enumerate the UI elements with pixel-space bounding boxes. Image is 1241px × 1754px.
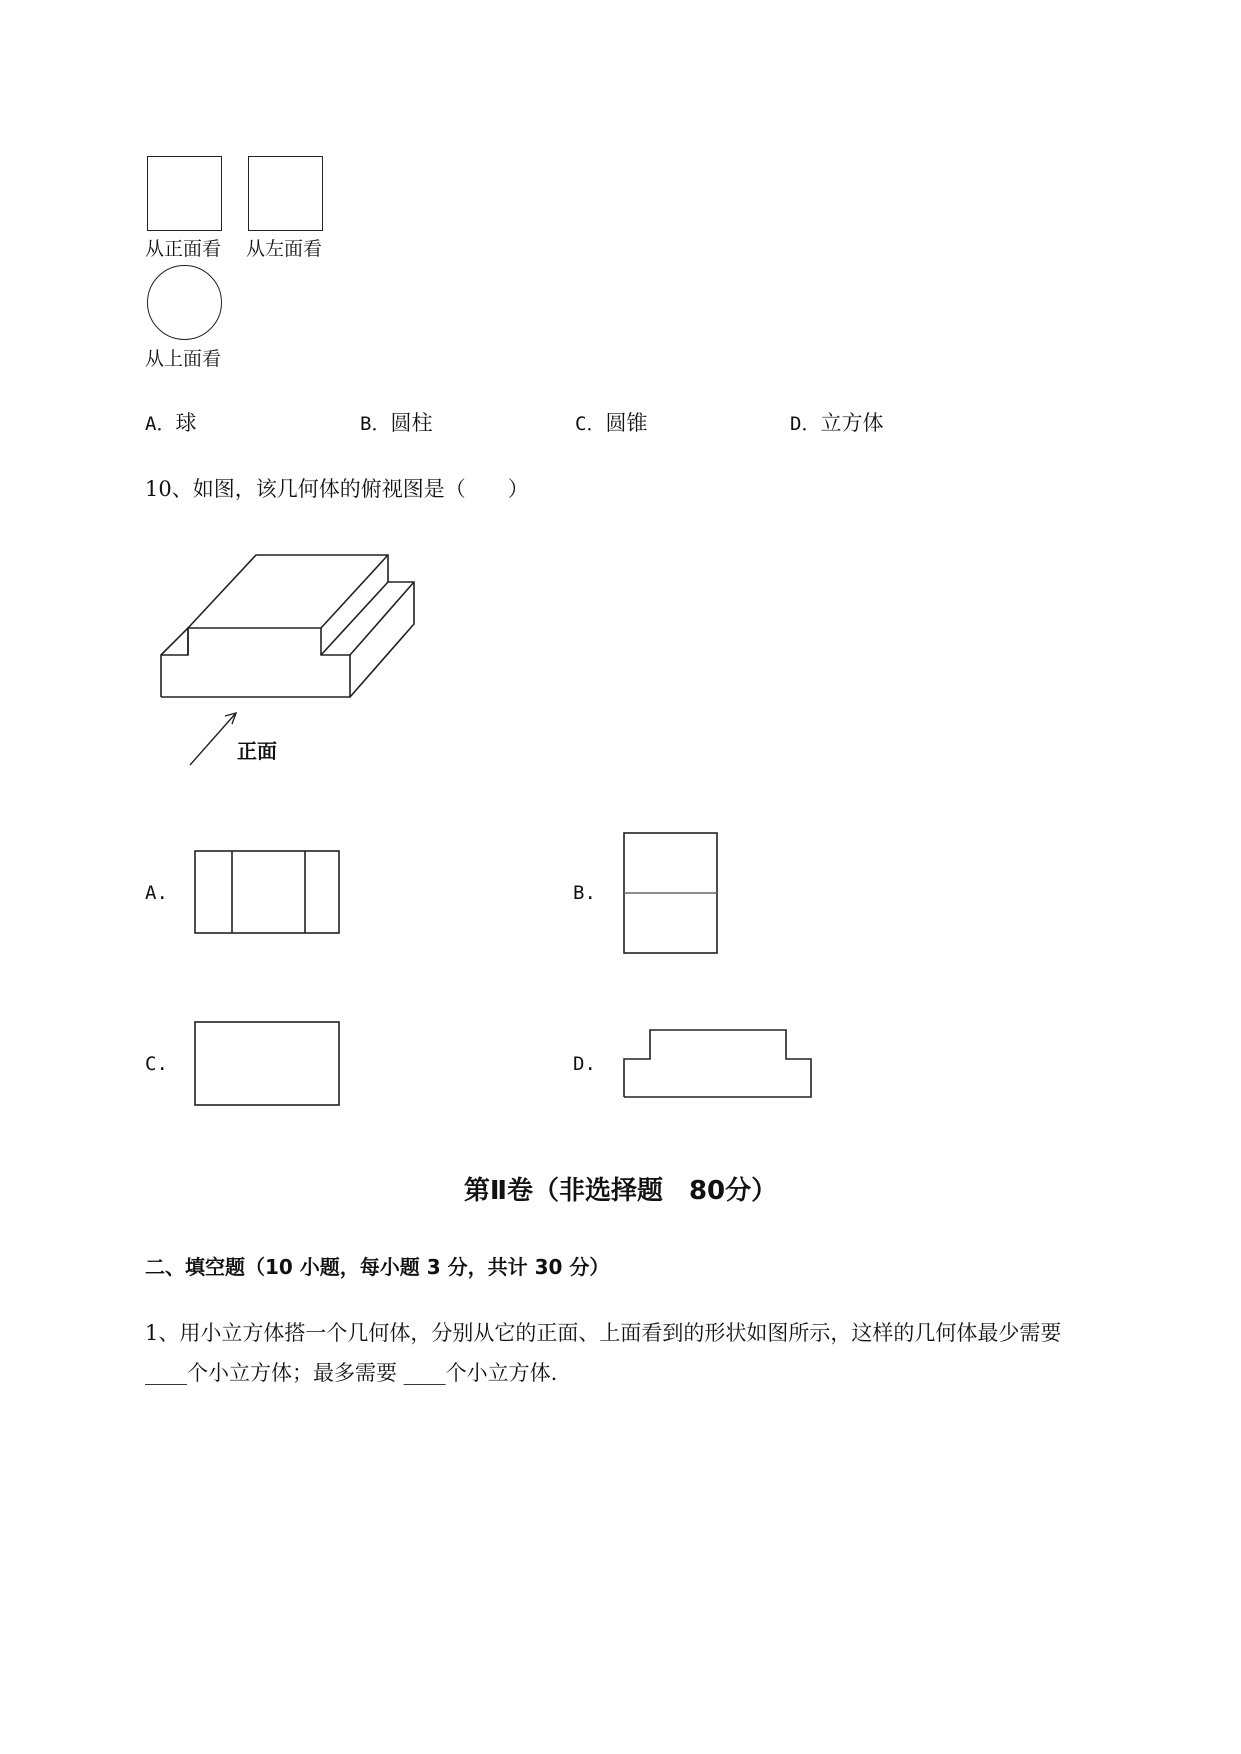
part-two-title: 第Ⅱ卷（非选择题 80分） bbox=[463, 1176, 778, 1206]
option-letter: A． bbox=[145, 413, 176, 435]
q10-option-a-letter: A. bbox=[145, 882, 168, 904]
option-text: 立方体 bbox=[820, 411, 884, 435]
option-text: 圆锥 bbox=[605, 411, 648, 435]
front-view-caption: 从正面看 bbox=[145, 238, 222, 260]
fill-in-q1-line2: ____个小立方体；最多需要 ____个小立方体. bbox=[145, 1361, 558, 1385]
q10-option-c-letter: C. bbox=[145, 1053, 168, 1075]
q10-option-b-letter: B. bbox=[573, 882, 596, 904]
fill-in-q1-line1: 1、用小立方体搭一个几何体，分别从它的正面、上面看到的形状如图所示，这样的几何体最少需要 bbox=[145, 1321, 1062, 1345]
left-view-caption: 从左面看 bbox=[246, 238, 323, 260]
option-letter: C． bbox=[575, 413, 606, 435]
fill-in-section-heading: 二、填空题（10 小题，每小题 3 分，共计 30 分） bbox=[145, 1255, 610, 1279]
q10-option-d-letter: D. bbox=[573, 1053, 596, 1075]
top-view-caption: 从上面看 bbox=[145, 348, 222, 370]
q10-stem: 10、如图，该几何体的俯视图是（ ） bbox=[145, 477, 529, 501]
option-letter: D． bbox=[790, 413, 821, 435]
front-direction-label: 正面 bbox=[237, 739, 277, 763]
option-text: 球 bbox=[175, 411, 197, 435]
option-text: 圆柱 bbox=[390, 411, 433, 435]
option-letter: B． bbox=[360, 413, 391, 435]
